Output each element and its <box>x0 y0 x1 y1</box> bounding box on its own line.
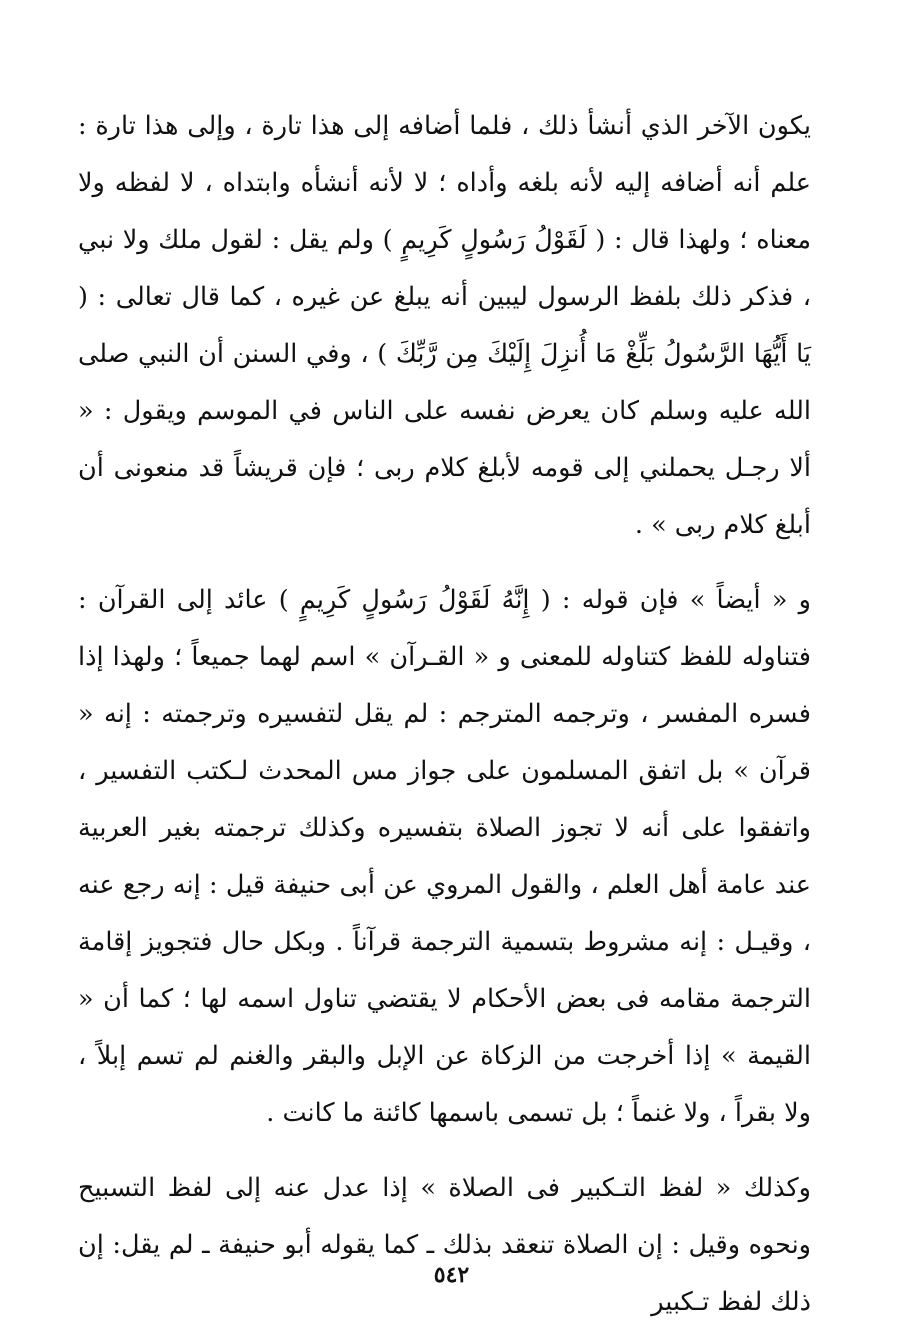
page-number: ٥٤٢ <box>433 1262 470 1288</box>
paragraph-2: و « أيضاً » فإن قوله : ( إِنَّهُ لَقَوْلُ رَسُولٍ كَرِيمٍ ) عائد إلى القرآن : فتناوله للفظ كتناوله للمعنى و « القـرآن » اسم لهما جميعاً ؛ ولهذا إذا فسره المفسر ، وترجمه المترجم : لم يقل لتفسيره وترجمته : إنه « قرآن » بل اتفق المسلمون على جواز مس المحدث لـكتب التفسير ، واتفقوا على أنه لا تجوز الصلاة بتفسيره وكذلك ترجمته بغير العربية عند عامة أهل العلم ، والقول المروي عن أبى حنيفة قيل : إنه رجع عنه ، وقيـل : إنه مشروط بتسمية الترجمة قرآناً . وبكل حال فتجويز إقامة الترجمة مقامه فى بعض الأحكام لا يقتضي تناول اسمه لها ؛ كما أن « القيمة » إذا أخرجت من الزكاة عن الإبل والبقر والغنم لم تسم إبلاً ، ولا بقراً ، ولا غنماً ؛ بل تسمى باسمها كائنة ما كانت . <box>78 585 811 1128</box>
paragraph-3: وكذلك « لفظ التـكبير فى الصلاة » إذا عدل عنه إلى لفظ التسبيح ونحوه وقيل : إن الصلاة تنعقد بذلك ـ كما يقوله أبو حنيفة ـ لم يقل: إن ذلك لفظ تـكبير <box>78 1173 811 1317</box>
paragraph-1: يكون الآخر الذي أنشأ ذلك ، فلما أضافه إلى هذا تارة ، وإلى هذا تارة : علم أنه أضافه إليه لأنه بلغه وأداه ؛ لا لأنه أنشأه وابتداه ، لا لفظه ولا معناه ؛ ولهذا قال : ( لَقَوْلُ رَسُولٍ كَرِيمٍ ) ولم يقل : لقول ملك ولا نبي ، فذكر ذلك بلفظ الرسول ليبين أنه يبلغ عن غيره ، كما قال تعالى : ( يَا أَيُّهَا الرَّسُولُ بَلِّغْ مَا أُنزِلَ إِلَيْكَ مِن رَّبِّكَ ) ، وفي السنن أن النبي صلى الله عليه وسلم كان يعرض نفسه على الناس في الموسم ويقول : « ألا رجـل يحملني إلى قومه لأبلغ كلام ربى ؛ فإن قريشاً قد منعونى أن أبلغ كلام ربى » . <box>78 111 811 540</box>
body-text <box>78 98 811 1331</box>
